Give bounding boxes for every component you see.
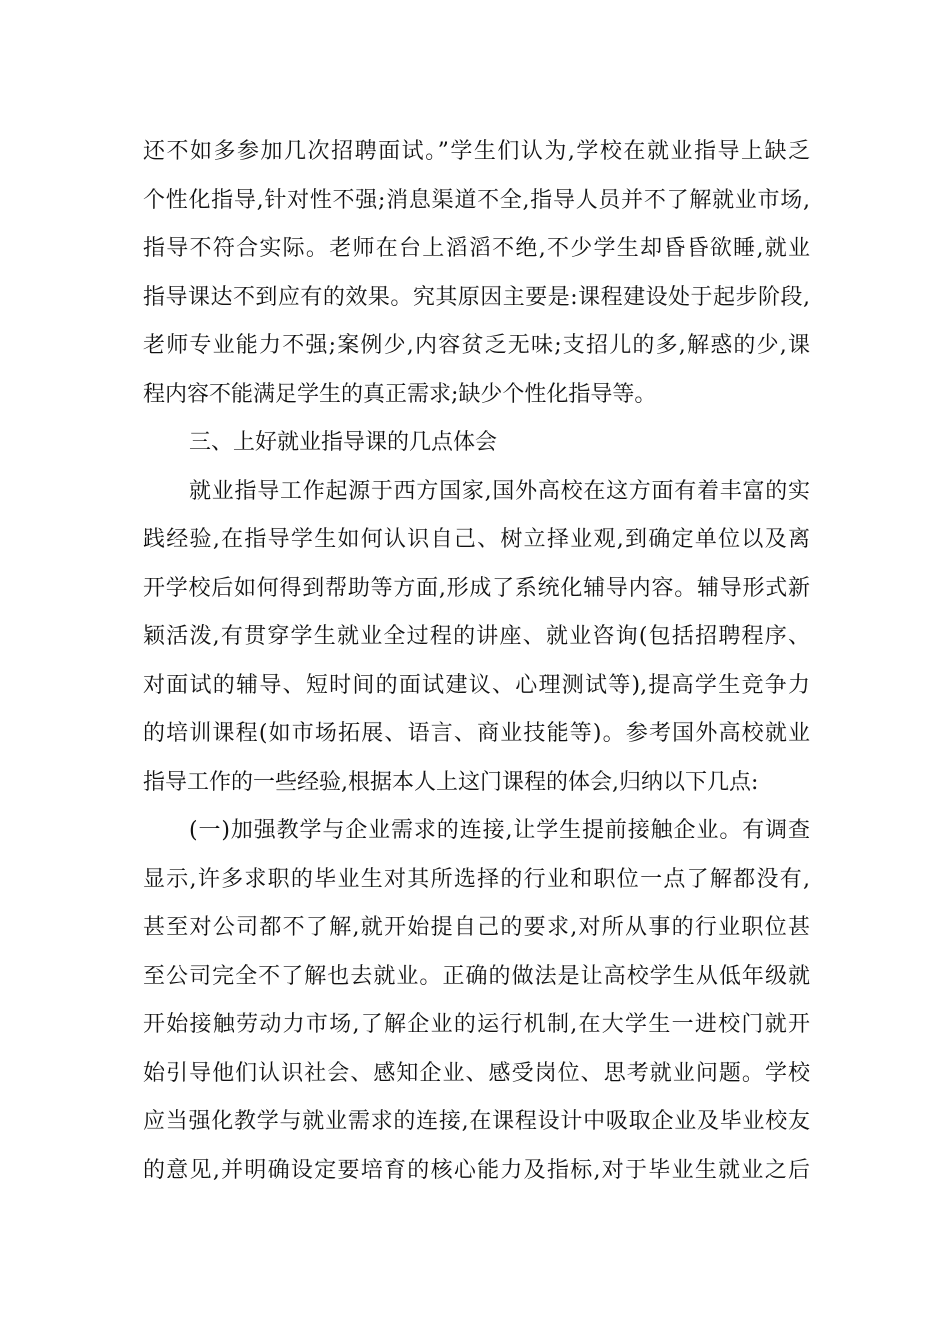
- text-line: 应当强化教学与就业需求的连接,在课程设计中吸取企业及毕业校友: [143, 1109, 810, 1134]
- text-line: 显示,许多求职的毕业生对其所选择的行业和职位一点了解都没有,: [143, 866, 810, 892]
- text-line: 就业指导工作起源于西方国家,国外高校在这方面有着丰富的实: [189, 478, 810, 504]
- text-line: 至公司完全不了解也去就业。正确的做法是让高校学生从低年级就: [143, 963, 810, 989]
- text-line: 践经验,在指导学生如何认识自己、树立择业观,到确定单位以及离: [143, 527, 810, 552]
- text-line: 指导工作的一些经验,根据本人上这门课程的体会,归纳以下几点:: [143, 769, 759, 795]
- text-line: 还不如多参加几次招聘面试。”学生们认为,学校在就业指导上缺乏: [143, 139, 810, 164]
- text-line: 的意见,并明确设定要培育的核心能力及指标,对于毕业生就业之后: [143, 1157, 810, 1183]
- body-text: [143, 128, 810, 1195]
- text-line: 对面试的辅导、短时间的面试建议、心理测试等),提高学生竞争力: [143, 672, 810, 698]
- text-line: 甚至对公司都不了解,就开始提自己的要求,对所从事的行业职位甚: [143, 915, 810, 940]
- text-line: 个性化指导,针对性不强;消息渠道不全,指导人员并不了解就业市场,: [143, 187, 810, 213]
- text-line: 指导课达不到应有的效果。究其原因主要是:课程建设处于起步阶段,: [143, 284, 810, 310]
- text-line: 指导不符合实际。老师在台上滔滔不绝,不少学生却昏昏欲睡,就业: [143, 236, 810, 261]
- text-line: 老师专业能力不强;案例少,内容贫乏无味;支招儿的多,解惑的少,课: [143, 333, 810, 358]
- text-line: 程内容不能满足学生的真正需求;缺少个性化指导等。: [143, 381, 657, 407]
- text-line: 开始接触劳动力市场,了解企业的运行机制,在大学生一进校门就开: [143, 1012, 810, 1037]
- text-line: (一)加强教学与企业需求的连接,让学生提前接触企业。有调查: [189, 818, 810, 843]
- text-line: 始引导他们认识社会、感知企业、感受岗位、思考就业问题。学校: [143, 1060, 810, 1086]
- text-line: 的培训课程(如市场拓展、语言、商业技能等)。参考国外高校就业: [143, 721, 810, 746]
- text-line: 开学校后如何得到帮助等方面,形成了系统化辅导内容。辅导形式新: [143, 575, 810, 601]
- text-line: 颖活泼,有贯穿学生就业全过程的讲座、就业咨询(包括招聘程序、: [143, 624, 810, 649]
- section-heading: 三、上好就业指导课的几点体会: [189, 430, 498, 455]
